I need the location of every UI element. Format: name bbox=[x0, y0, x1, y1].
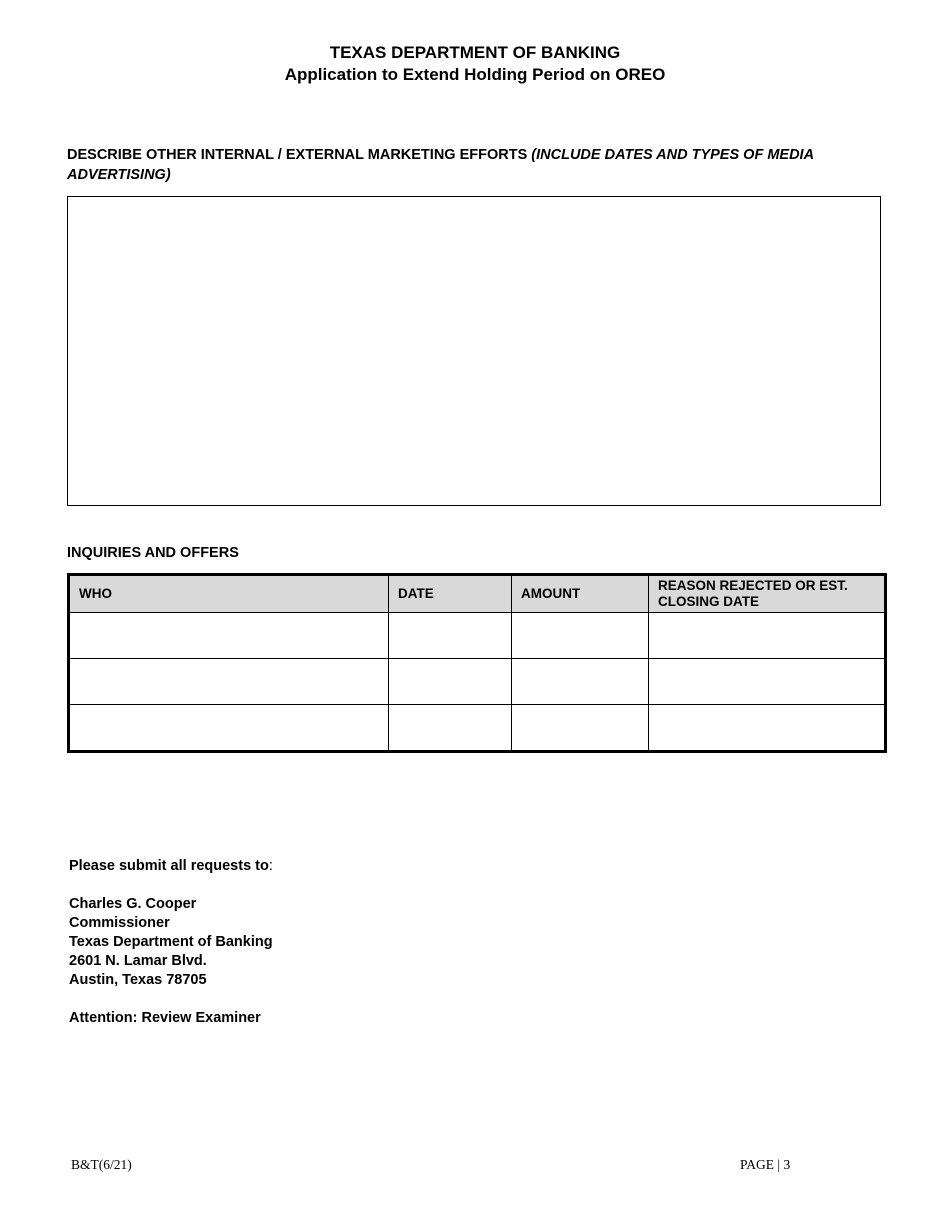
address-organization: Texas Department of Banking bbox=[69, 934, 273, 950]
cell-amount[interactable] bbox=[512, 659, 649, 705]
cell-reason[interactable] bbox=[649, 659, 886, 705]
form-code: B&T(6/21) bbox=[71, 1157, 132, 1172]
column-header-reason: REASON REJECTED OR EST. CLOSING DATE bbox=[649, 575, 886, 613]
submit-intro bbox=[69, 857, 273, 876]
column-header-who: WHO bbox=[69, 575, 389, 613]
cell-date[interactable] bbox=[389, 659, 512, 705]
column-header-date: DATE bbox=[389, 575, 512, 613]
page-title: TEXAS DEPARTMENT OF BANKING bbox=[329, 43, 621, 62]
table-row bbox=[69, 613, 886, 659]
submission-instructions bbox=[69, 857, 273, 1028]
cell-date[interactable] bbox=[389, 613, 512, 659]
cell-who[interactable] bbox=[69, 659, 389, 705]
cell-amount[interactable] bbox=[512, 705, 649, 752]
marketing-efforts-field[interactable] bbox=[67, 196, 881, 506]
cell-reason[interactable] bbox=[649, 613, 886, 659]
submit-intro-text: Please submit all requests to bbox=[69, 858, 269, 874]
marketing-efforts-label bbox=[67, 145, 887, 185]
cell-date[interactable] bbox=[389, 705, 512, 752]
attention-line: Attention: Review Examiner bbox=[69, 1010, 261, 1026]
address-title: Commissioner bbox=[69, 915, 170, 931]
spacer bbox=[69, 990, 273, 1009]
cell-who[interactable] bbox=[69, 705, 389, 752]
marketing-label-main: DESCRIBE OTHER INTERNAL / EXTERNAL MARKETING EFFORTS bbox=[67, 147, 532, 163]
address-city: Austin, Texas 78705 bbox=[69, 972, 207, 988]
page-subtitle: Application to Extend Holding Period on OREO bbox=[284, 65, 666, 84]
inquiries-offers-table bbox=[67, 573, 887, 753]
page-number: PAGE | 3 bbox=[740, 1157, 791, 1172]
table-row bbox=[69, 705, 886, 752]
cell-reason[interactable] bbox=[649, 705, 886, 752]
column-header-amount: AMOUNT bbox=[512, 575, 649, 613]
inquiries-offers-label: INQUIRIES AND OFFERS bbox=[67, 545, 239, 561]
cell-who[interactable] bbox=[69, 613, 389, 659]
submit-intro-colon: : bbox=[268, 858, 273, 874]
cell-amount[interactable] bbox=[512, 613, 649, 659]
marketing-label-italic: (INCLUDE DATES AND TYPES OF MEDIA ADVERTISING) bbox=[67, 147, 814, 183]
spacer bbox=[69, 876, 273, 895]
table-row bbox=[69, 659, 886, 705]
address-name: Charles G. Cooper bbox=[69, 896, 197, 912]
address-street: 2601 N. Lamar Blvd. bbox=[69, 953, 207, 969]
table-header-row bbox=[69, 575, 886, 613]
